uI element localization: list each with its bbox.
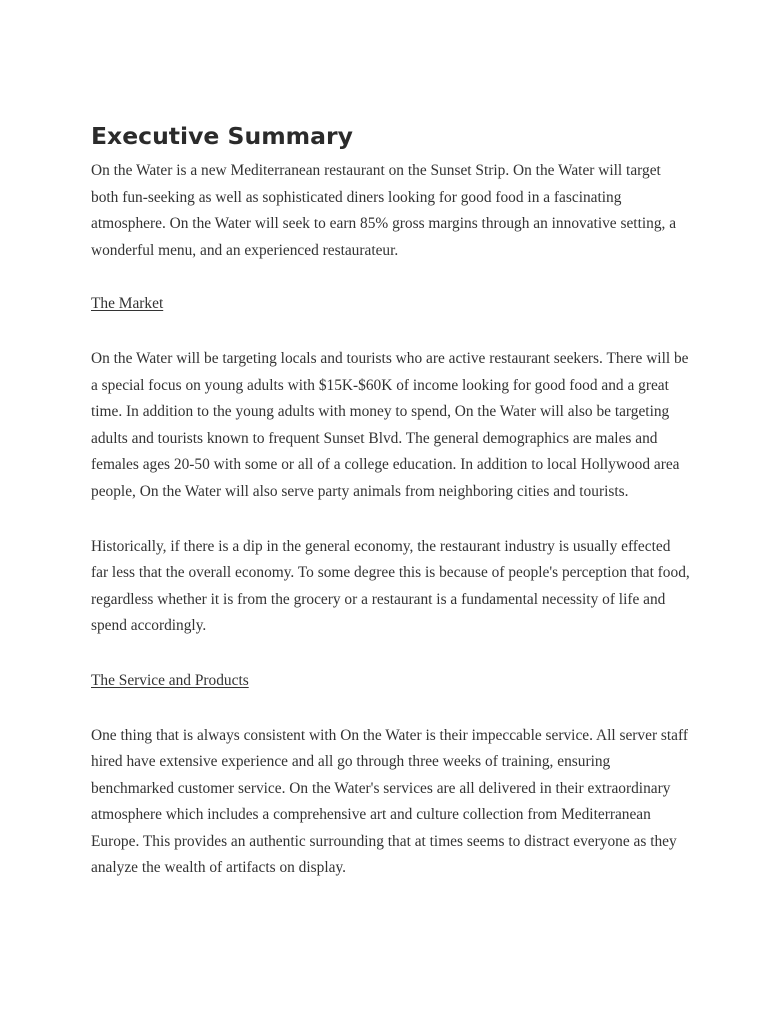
document-page bbox=[91, 118, 691, 882]
intro-paragraph: On the Water is a new Mediterranean restaurant on the Sunset Strip. On the Water will target both fun-seeking as well as sophisticated diners looking for good food in a fascinating atmosphere. On the Water will seek to earn 85% gross margins through an innovative setting, a wonderful menu, and an experienced restaurateur. bbox=[91, 162, 677, 259]
section-heading-market: The Market bbox=[91, 295, 164, 313]
section-heading-service-products: The Service and Products bbox=[91, 671, 249, 689]
market-paragraph-1: On the Water will be targeting locals and tourists who are active restaurant seekers. There will be a special focus on young adults with $15K-$60K of income looking for good food and a great time. In addition to the young adults with money to spend, On the Water will also be targeting adults and tourists known to frequent Sunset Blvd. The general demographics are males and females ages 20-50 with some or all of a college education. In addition to local Hollywood area people, On the Water will also serve party animals from neighboring cities and tourists. bbox=[91, 349, 689, 500]
section-service-products bbox=[91, 668, 691, 882]
market-paragraph-2: Historically, if there is a dip in the general economy, the restaurant industry is usually effected far less that the overall economy. To some degree this is because of people's perception that food, regardless whether it is from the grocery or a restaurant is a fundamental necessity of life and spend accordingly. bbox=[91, 537, 690, 635]
service-paragraph-1: One thing that is always consistent with On the Water is their impeccable service. All server staff hired have extensive experience and all go through three weeks of training, ensuring benchmarked customer service. On the Water's services are all delivered in their extraordinary atmosphere which includes a comprehensive art and culture collection from Mediterranean Europe. This provides an authentic surrounding that at times seems to distract everyone as they analyze the wealth of artifacts on display. bbox=[91, 726, 688, 877]
page-title: Executive Summary bbox=[91, 122, 353, 150]
section-market bbox=[91, 291, 691, 640]
